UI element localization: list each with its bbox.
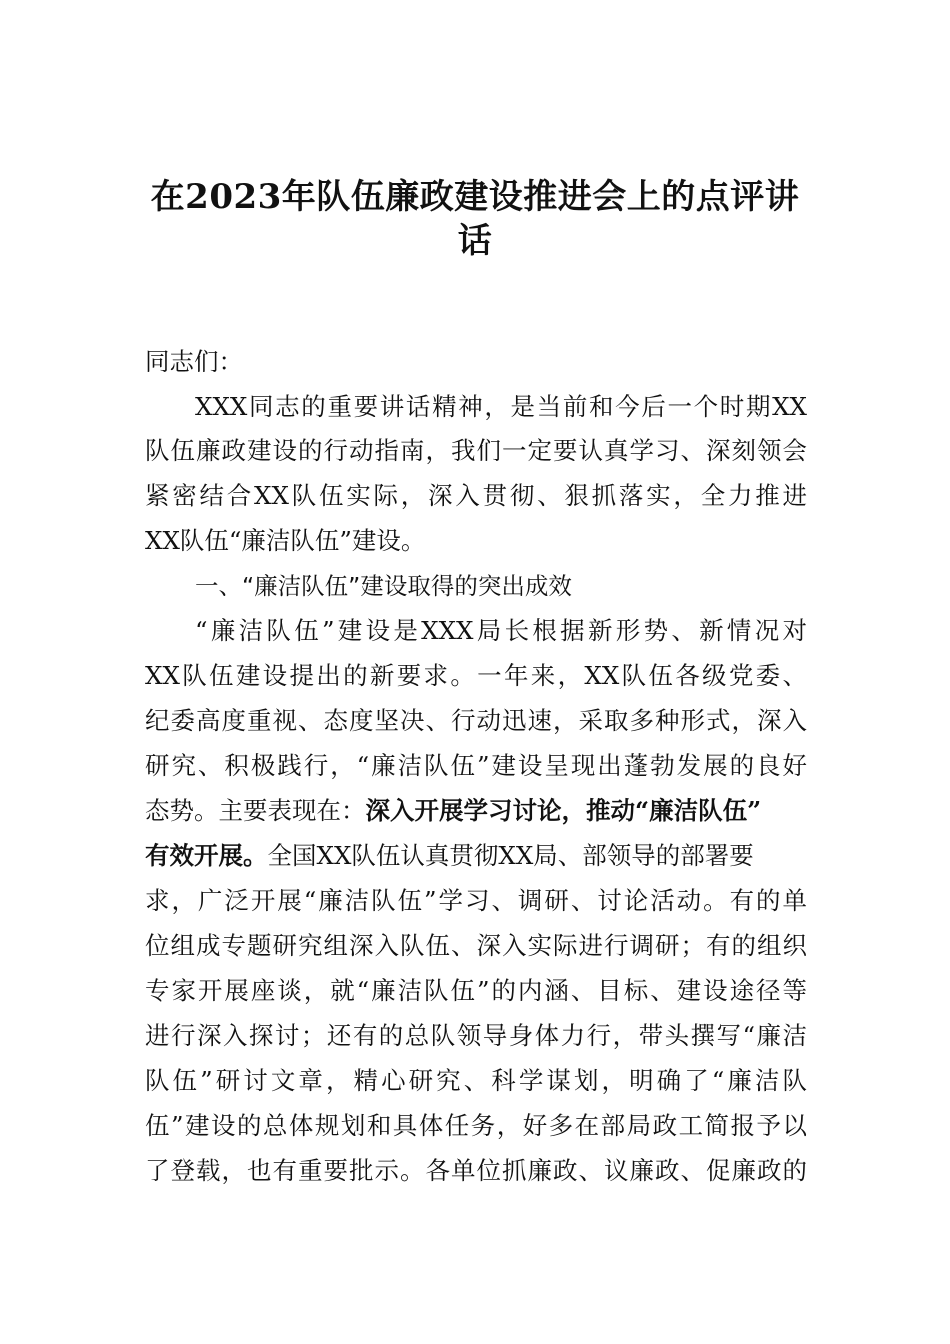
paragraph-line: 进行深入探讨；还有的总队领导身体力行，带头撰写“廉洁	[145, 1021, 807, 1050]
paragraph-line: 求，广泛开展“廉洁队伍”学习、调研、讨论活动。有的单	[145, 886, 807, 915]
paragraph-line: 了登载，也有重要批示。各单位抓廉政、议廉政、促廉政的	[145, 1156, 807, 1185]
paragraph-line: 研究、积极践行，“廉洁队伍”建设呈现出蓬勃发展的良好	[145, 751, 807, 780]
paragraph-line: XX队伍建设提出的新要求。一年来，XX队伍各级党委、	[145, 661, 807, 690]
bold-emphasis-text: 深入开展学习讨论，推动“廉洁队伍”	[365, 796, 762, 825]
paragraph-line: 专家开展座谈，就“廉洁队伍”的内涵、目标、建设途径等	[145, 976, 807, 1005]
paragraph-line: XXX同志的重要讲话精神，是当前和今后一个时期XX	[195, 392, 807, 421]
paragraph-line: 队伍”研讨文章，精心研究、科学谋划，明确了“廉洁队	[145, 1066, 807, 1095]
document-title-line-2: 话	[457, 221, 493, 261]
salutation: 同志们：	[145, 347, 243, 376]
paragraph-line: 伍”建设的总体规划和具体任务，好多在部局政工简报予以	[145, 1111, 807, 1140]
paragraph-text: 全国XX队伍认真贯彻XX局、部领导的部署要	[267, 841, 754, 870]
paragraph-text: 态势。主要表现在：	[145, 796, 366, 825]
bold-emphasis-text: 有效开展。	[145, 841, 268, 870]
document-title-line-1: 在2023年队伍廉政建设推进会上的点评讲	[150, 177, 800, 217]
paragraph-line-mixed	[145, 794, 807, 828]
section-heading: 一、“廉洁队伍”建设取得的突出成效	[195, 572, 572, 600]
paragraph-line-mixed	[145, 839, 807, 873]
paragraph-line: 位组成专题研究组深入队伍、深入实际进行调研；有的组织	[145, 931, 807, 960]
paragraph-line: 队伍廉政建设的行动指南，我们一定要认真学习、深刻领会	[145, 436, 807, 465]
paragraph-line: 紧密结合XX队伍实际，深入贯彻、狠抓落实，全力推进	[145, 481, 807, 510]
paragraph-line: XX队伍“廉洁队伍”建设。	[145, 526, 426, 555]
paragraph-line: “廉洁队伍”建设是XXX局长根据新形势、新情况对	[195, 616, 807, 645]
paragraph-line: 纪委高度重视、态度坚决、行动迅速，采取多种形式，深入	[145, 706, 807, 735]
